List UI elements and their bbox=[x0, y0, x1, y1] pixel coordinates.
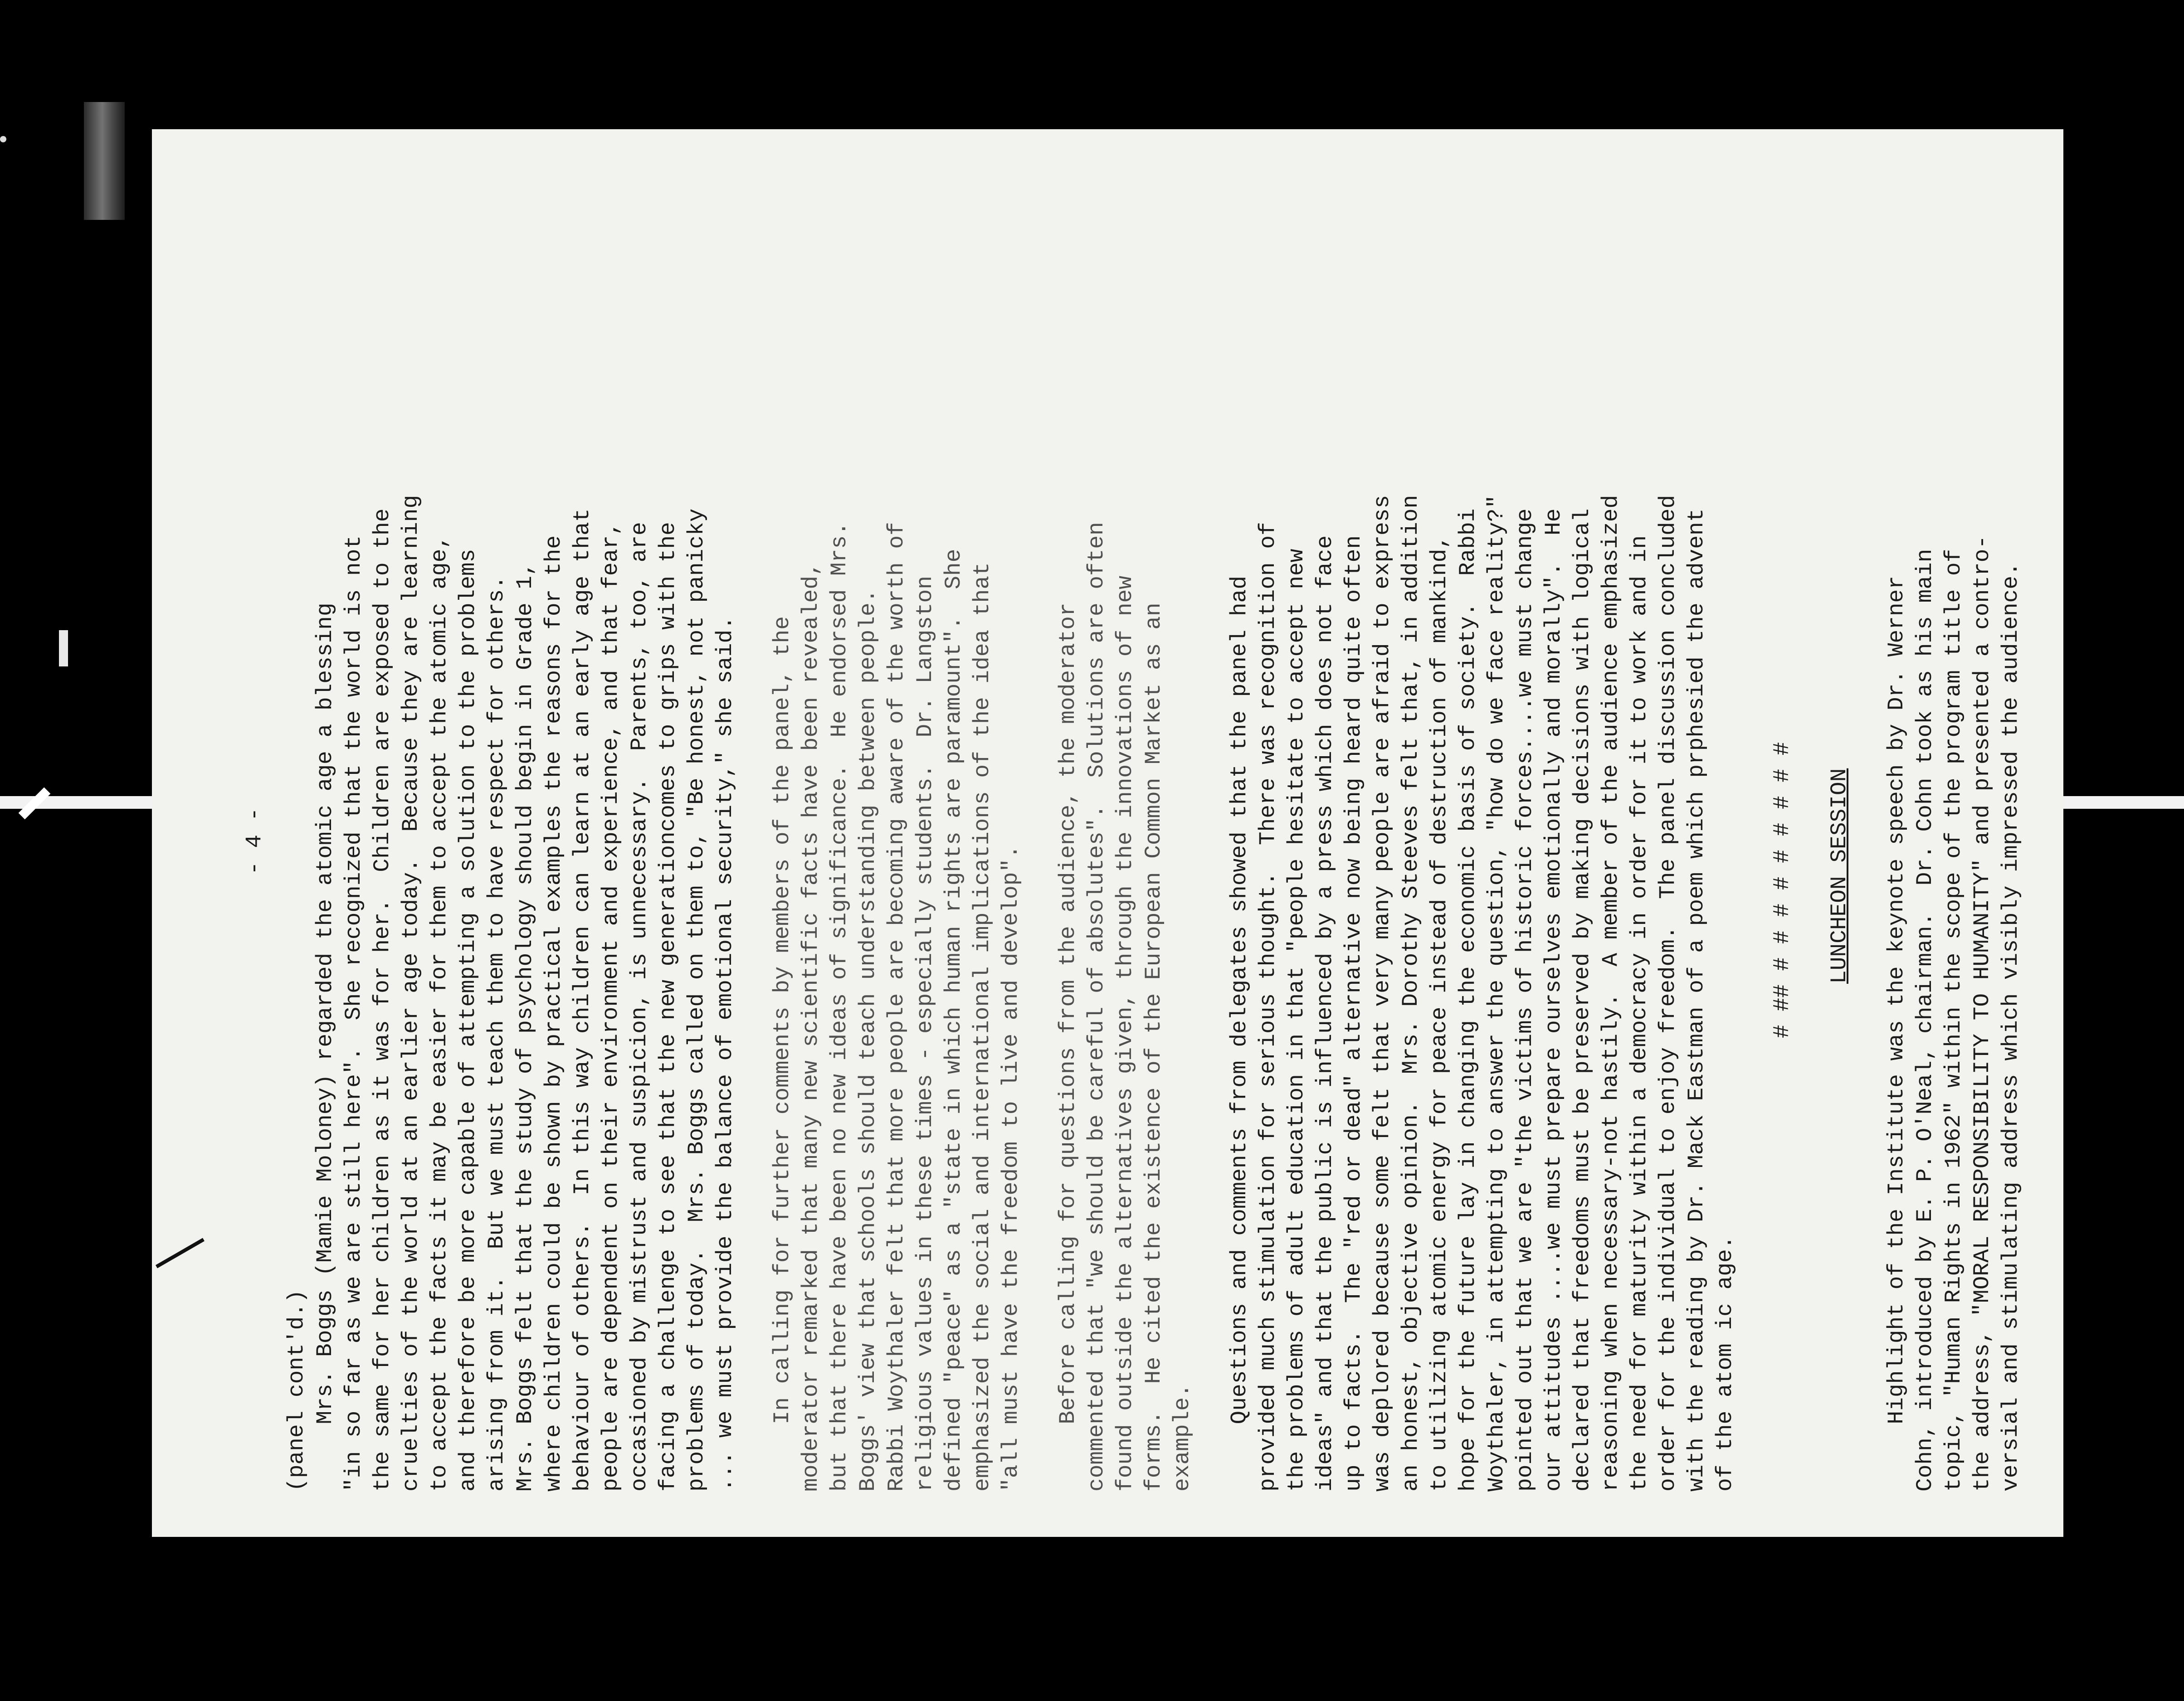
text-line: forms. He cited the existence of the European Common Market as an bbox=[1141, 603, 1166, 1492]
text-line: topic, "Human Rights in 1962" within the scope of the program title of bbox=[1941, 549, 1966, 1492]
section-label: (panel cont'd.) bbox=[284, 1289, 309, 1492]
text-line: Mrs. Boggs felt that the study of psychology should begin in Grade 1, bbox=[512, 562, 538, 1492]
text-line: facing a challenge to see that the new generationcomes to grips with the bbox=[655, 522, 681, 1492]
film-edge-mark bbox=[84, 102, 125, 220]
text-line: our attitudes ....we must prepare ourselves emotionally and morally". He bbox=[1541, 508, 1566, 1492]
luncheon-heading-row bbox=[1825, 131, 1854, 1492]
film-tick-mark bbox=[59, 630, 68, 666]
text-line: "in so far as we are still here". She recognized that the world is not bbox=[341, 535, 366, 1492]
text-line: In calling for further comments by members of the panel, the bbox=[770, 616, 795, 1492]
text-line: hope for the future lay in changing the economic basis of society. Rabbi bbox=[1455, 508, 1481, 1492]
text-line: Questions and comments from delegates showed that the panel had bbox=[1227, 576, 1252, 1492]
text-line: defined "peace" as a "state in which human rights are paramount". She bbox=[941, 549, 966, 1492]
text-line: Woythaler, in attempting to answer the question, "how do we face reality?" bbox=[1484, 495, 1509, 1492]
text-line: Rabbi Woythaler felt that more people are becoming aware of the worth of bbox=[884, 522, 909, 1492]
section-separator: # ## # # # # # # # # # bbox=[1770, 742, 1795, 1038]
paragraph-boggs bbox=[311, 131, 740, 1492]
text-line: and therefore be more capable of attempting a solution to the problems bbox=[455, 549, 481, 1492]
text-line: reasoning when necessary-not hastily. A member of the audience emphasized bbox=[1598, 495, 1623, 1492]
text-line: commented that "we should be careful of absolutes". Solutions are often bbox=[1084, 522, 1109, 1492]
page-number: - 4 - bbox=[242, 807, 267, 875]
paragraph-keynote bbox=[1882, 131, 2025, 1492]
text-line: up to facts. The "red or dead" alternative now being heard quite often bbox=[1341, 535, 1366, 1492]
luncheon-session-heading: LUNCHEON SESSION bbox=[1827, 768, 1852, 984]
text-line: occasioned by mistrust and suspicion, is unnecessary. Parents, too, are bbox=[627, 522, 652, 1492]
text-line: was deplored because some felt that very many people are afraid to express bbox=[1370, 495, 1395, 1492]
paragraph-moderator-comments bbox=[768, 131, 1025, 1492]
text-line: but that there have been no new ideas of significance. He endorsed Mrs. bbox=[827, 522, 852, 1492]
text-line: where children could be shown by practical examples the reasons for the bbox=[541, 535, 566, 1492]
text-line: ideas" and that the public is influenced by a press which does not face bbox=[1312, 535, 1338, 1492]
text-line: pointed out that we are "the victims of historic forces....we must change bbox=[1512, 508, 1538, 1492]
text-line: Mrs. Boggs (Mamie Moloney) regarded the atomic age a blessing bbox=[312, 603, 338, 1492]
text-line: order for the individual to enjoy freedom. The panel discussion concluded bbox=[1655, 495, 1681, 1492]
text-line: with the reading by Dr. Mack Eastman of a poem which prphesied the advent bbox=[1684, 508, 1709, 1492]
text-line: the problems of adult education in that "people hesitate to accept new bbox=[1284, 549, 1309, 1492]
film-frame-divider-left bbox=[0, 796, 154, 809]
text-line: ... we must provide the balance of emotional security," she said. bbox=[712, 616, 738, 1492]
text-line: Highlight of the Institute was the keynote speech by Dr. Werner bbox=[1884, 576, 1909, 1492]
text-line: Cohn, introduced by E. P. O'Neal, chairman. Dr. Cohn took as his main bbox=[1912, 549, 1938, 1492]
text-line: the address, "MORAL RESPONSIBILITY TO HUMANITY" and presented a contro- bbox=[1969, 535, 1995, 1492]
text-line: cruelties of the world at an earlier age today. Because they are learning bbox=[398, 495, 424, 1492]
text-line: the same for her children as it was for her. Children are exposed to the bbox=[370, 508, 395, 1492]
text-line: of the atom ic age. bbox=[1712, 1235, 1738, 1492]
text-line: Before calling for questions from the audience, the moderator bbox=[1055, 603, 1081, 1492]
text-line: declared that freedoms must be preserved by making decisions with logical bbox=[1570, 508, 1595, 1492]
text-line: provided much stimulation for serious thought. There was recognition of bbox=[1255, 522, 1281, 1492]
text-line: to utilizing atomic energy for peace instead of destruction of mankind, bbox=[1427, 535, 1452, 1492]
film-speck bbox=[0, 136, 6, 142]
text-line: problems of today. Mrs. Boggs called on them to, "Be honest, not panicky bbox=[684, 508, 709, 1492]
text-line: "all must have the freedom to live and develop". bbox=[998, 845, 1024, 1492]
typewritten-text bbox=[242, 131, 2023, 1492]
text-line: versial and stimulating address which visibly impressed the audience. bbox=[1998, 562, 2023, 1492]
text-line: emphasized the social and international implications of the idea that bbox=[970, 562, 995, 1492]
text-line: to accept the facts it may be easier for them to accept the atomic age, bbox=[427, 535, 452, 1492]
text-line: moderator remarked that many new scientific facts have been revealed, bbox=[798, 562, 824, 1492]
text-line: religious values in these times - especially students. Dr. Langston bbox=[912, 576, 938, 1492]
text-line: found outside the alternatives given, through the innovations of new bbox=[1112, 576, 1138, 1492]
paragraph-delegates bbox=[1225, 131, 1740, 1492]
text-line: behaviour of others. In this way children can learn at an early age that bbox=[570, 508, 595, 1492]
text-line: the need for maturity within a democracy in order for it to work and in bbox=[1627, 535, 1652, 1492]
text-line: arising from it. But we must teach them to have respect for others. bbox=[484, 576, 509, 1492]
text-line: an honest, objective opinion. Mrs. Dorothy Steeves felt that, in addition bbox=[1398, 495, 1424, 1492]
text-line: Boggs' view that schools should teach understanding between people. bbox=[855, 589, 881, 1492]
text-line: example. bbox=[1170, 1384, 1195, 1492]
paragraph-questions bbox=[1054, 131, 1197, 1492]
text-line: people are dependent on their environment and experience, and that fear, bbox=[598, 522, 624, 1492]
